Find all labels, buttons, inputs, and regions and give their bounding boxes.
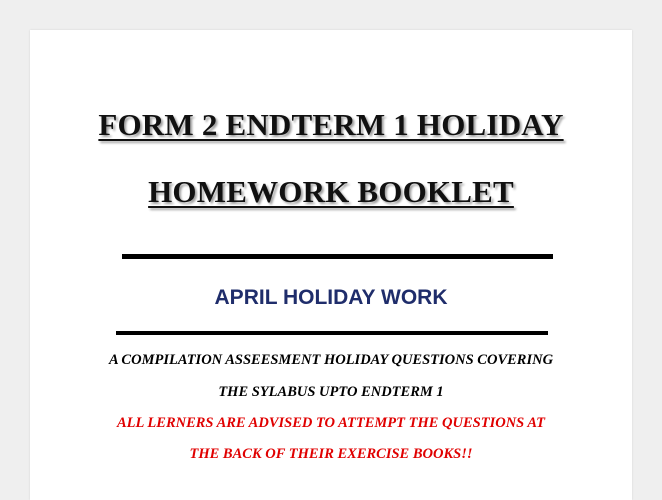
compilation-note-line-1: A COMPILATION ASSEESMENT HOLIDAY QUESTIONS COVERING: [108, 352, 554, 368]
divider-top: [122, 254, 553, 259]
subtitle: APRIL HOLIDAY WORK: [214, 286, 448, 309]
warning-line-2: THE BACK OF THEIR EXERCISE BOOKS!!: [189, 446, 473, 462]
title-line-2: HOMEWORK BOOKLET: [148, 174, 514, 209]
title-line-1: FORM 2 ENDTERM 1 HOLIDAY: [98, 107, 564, 142]
compilation-note-line-2: THE SYLABUS UPTO ENDTERM 1: [218, 384, 444, 400]
warning-line-1: ALL LERNERS ARE ADVISED TO ATTEMPT THE QUESTIONS AT: [116, 415, 546, 431]
divider-bottom: [116, 331, 548, 335]
